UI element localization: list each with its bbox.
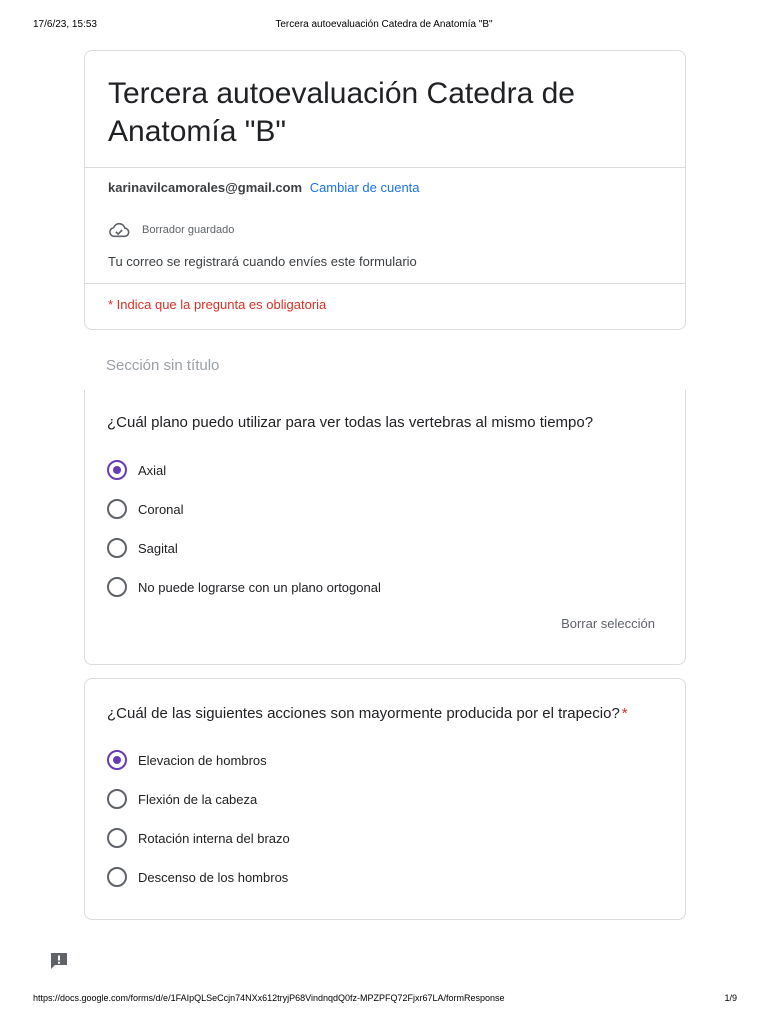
radio-option[interactable]: [107, 576, 381, 598]
radio-option[interactable]: [107, 866, 288, 888]
option-label: No puede lograrse con un plano ortogonal: [138, 579, 381, 595]
required-divider: [85, 283, 685, 284]
question-card-1: [84, 390, 686, 665]
print-header: [0, 19, 768, 33]
question-title: [107, 705, 628, 722]
radio-option[interactable]: [107, 827, 290, 849]
cloud-check-icon: [108, 221, 130, 239]
question-card-2: [84, 678, 686, 920]
print-footer: [0, 993, 768, 1007]
radio-option[interactable]: [107, 459, 166, 481]
option-label: Rotación interna del brazo: [138, 830, 290, 846]
option-label: Flexión de la cabeza: [138, 791, 258, 807]
question-text: ¿Cuál plano puedo utilizar para ver todas las vertebras al mismo tiempo?: [107, 414, 594, 431]
email-notice: Tu correo se registrará cuando envíes este formulario: [108, 254, 417, 269]
option-label: Sagital: [138, 540, 178, 556]
radio-checked-icon[interactable]: [107, 460, 127, 480]
section-title: Sección sin título: [106, 357, 220, 374]
option-label: Elevacion de hombros: [138, 752, 267, 768]
radio-unchecked-icon[interactable]: [107, 577, 127, 597]
required-notice: * Indica que la pregunta es obligatoria: [108, 297, 327, 312]
radio-option[interactable]: [107, 498, 184, 520]
radio-unchecked-icon[interactable]: [107, 538, 127, 558]
print-page-number: 1/9: [724, 993, 737, 1003]
radio-option[interactable]: [107, 788, 257, 810]
radio-option[interactable]: [107, 537, 178, 559]
print-url: https://docs.google.com/forms/d/e/1FAIpQLSeCcjn74NXx612tryjP68VindnqdQ0fz-MPZPFQ72Fjxr67LA/formResponse: [33, 993, 505, 1003]
radio-unchecked-icon[interactable]: [107, 789, 127, 809]
print-datetime: 17/6/23, 15:53: [33, 19, 97, 30]
draft-status: [108, 221, 234, 239]
feedback-icon[interactable]: [49, 951, 69, 971]
question-title: [107, 414, 595, 431]
option-label: Descenso de los hombros: [138, 869, 289, 885]
radio-unchecked-icon[interactable]: [107, 828, 127, 848]
clear-selection-button[interactable]: Borrar selección: [561, 616, 655, 631]
radio-option[interactable]: [107, 749, 267, 771]
form-title: Tercera autoevaluación Catedra de Anatomía "B": [108, 77, 575, 148]
header-divider: [85, 167, 685, 168]
radio-unchecked-icon[interactable]: [107, 867, 127, 887]
option-label: Axial: [138, 462, 167, 478]
question-text: ¿Cuál de las siguientes acciones son mayormente producida por el trapecio?: [107, 705, 620, 722]
required-asterisk: *: [621, 705, 628, 722]
account-email: karinavilcamorales@gmail.com: [108, 180, 303, 195]
switch-account-link[interactable]: Cambiar de cuenta: [309, 180, 420, 195]
radio-checked-icon[interactable]: [107, 750, 127, 770]
radio-unchecked-icon[interactable]: [107, 499, 127, 519]
form-header-card: [84, 50, 686, 330]
account-row: [108, 180, 420, 195]
option-label: Coronal: [138, 501, 184, 517]
print-page-title: Tercera autoevaluación Catedra de Anatomía "B": [275, 19, 493, 30]
draft-status-text: Borrador guardado: [142, 224, 235, 236]
